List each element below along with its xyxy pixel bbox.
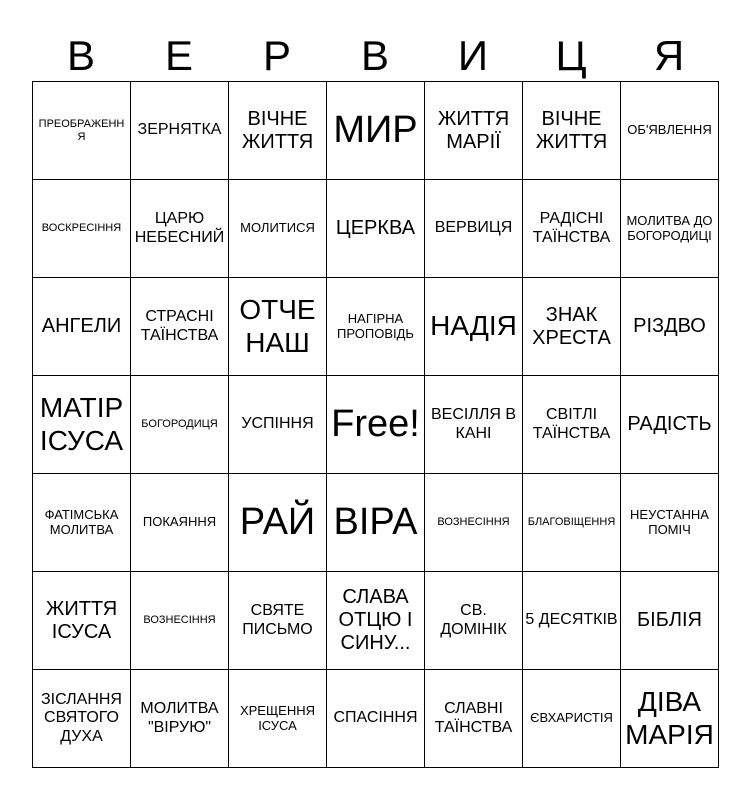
bingo-header bbox=[32, 30, 720, 82]
header-letter: В bbox=[360, 32, 389, 79]
bingo-cell[interactable]: СПАСІННЯ bbox=[327, 670, 425, 768]
bingo-cell[interactable]: ВОЗНЕСІННЯ bbox=[425, 474, 523, 572]
bingo-cell[interactable]: ПРЕОБРАЖЕННЯ bbox=[33, 82, 131, 180]
bingo-cell[interactable]: СВІТЛІ ТАЇНСТВА bbox=[523, 376, 621, 474]
bingo-cell[interactable]: РІЗДВО bbox=[621, 278, 719, 376]
bingo-cell[interactable]: МОЛИТВА ДО БОГОРОДИЦІ bbox=[621, 180, 719, 278]
bingo-cell[interactable]: ХРЕЩЕННЯ ІСУСА bbox=[229, 670, 327, 768]
bingo-cell[interactable]: РАДІСТЬ bbox=[621, 376, 719, 474]
bingo-grid bbox=[32, 81, 719, 768]
bingo-cell[interactable]: 5 ДЕСЯТКІВ bbox=[523, 572, 621, 670]
bingo-cell[interactable]: БЛАГОВІЩЕННЯ bbox=[523, 474, 621, 572]
bingo-cell[interactable]: ВІЧНЕ ЖИТТЯ bbox=[523, 82, 621, 180]
bingo-cell[interactable]: ЄВХАРИСТІЯ bbox=[523, 670, 621, 768]
header-letter: Я bbox=[653, 32, 685, 79]
header-letter: Е bbox=[164, 32, 193, 79]
bingo-cell[interactable]: БІБЛІЯ bbox=[621, 572, 719, 670]
bingo-cell[interactable]: МИР bbox=[327, 82, 425, 180]
bingo-cell[interactable]: АНГЕЛИ bbox=[33, 278, 131, 376]
bingo-cell[interactable]: ВЕРВИЦЯ bbox=[425, 180, 523, 278]
bingo-cell[interactable]: ЖИТТЯ МАРІЇ bbox=[425, 82, 523, 180]
bingo-cell[interactable]: ВЕСІЛЛЯ В КАНІ bbox=[425, 376, 523, 474]
bingo-cell[interactable]: СВЯТЕ ПИСЬМО bbox=[229, 572, 327, 670]
bingo-cell[interactable]: ВІРА bbox=[327, 474, 425, 572]
bingo-cell[interactable]: СЛАВНІ ТАЇНСТВА bbox=[425, 670, 523, 768]
bingo-cell[interactable]: ЖИТТЯ ІСУСА bbox=[33, 572, 131, 670]
bingo-cell[interactable]: ОТЧЕ НАШ bbox=[229, 278, 327, 376]
bingo-cell[interactable]: РАДІСНІ ТАЇНСТВА bbox=[523, 180, 621, 278]
free-space[interactable]: Free! bbox=[327, 376, 425, 474]
bingo-cell[interactable]: ВІЧНЕ ЖИТТЯ bbox=[229, 82, 327, 180]
header-letter: И bbox=[457, 32, 489, 79]
bingo-cell[interactable]: ЦАРЮ НЕБЕСНИЙ bbox=[131, 180, 229, 278]
header-letter: В bbox=[66, 32, 95, 79]
bingo-cell[interactable]: ОБ'ЯВЛЕННЯ bbox=[621, 82, 719, 180]
bingo-cell[interactable]: МАТІР ІСУСА bbox=[33, 376, 131, 474]
bingo-cell[interactable]: МОЛИТИСЯ bbox=[229, 180, 327, 278]
bingo-cell[interactable]: ЦЕРКВА bbox=[327, 180, 425, 278]
bingo-cell[interactable]: НЕУСТАННА ПОМІЧ bbox=[621, 474, 719, 572]
header-letter: Р bbox=[262, 32, 291, 79]
bingo-cell[interactable]: ПОКАЯННЯ bbox=[131, 474, 229, 572]
bingo-cell[interactable]: МОЛИТВА "ВІРУЮ" bbox=[131, 670, 229, 768]
bingo-cell[interactable]: ВОЗНЕСІННЯ bbox=[131, 572, 229, 670]
bingo-cell[interactable]: СТРАСНІ ТАЇНСТВА bbox=[131, 278, 229, 376]
bingo-cell[interactable]: ЗІСЛАННЯ СВЯТОГО ДУХА bbox=[33, 670, 131, 768]
bingo-cell[interactable]: НАДІЯ bbox=[425, 278, 523, 376]
header-letter: Ц bbox=[555, 32, 587, 79]
bingo-cell[interactable]: БОГОРОДИЦЯ bbox=[131, 376, 229, 474]
bingo-cell[interactable]: СВ. ДОМІНІК bbox=[425, 572, 523, 670]
bingo-cell[interactable]: ЗЕРНЯТКА bbox=[131, 82, 229, 180]
bingo-cell[interactable]: УСПІННЯ bbox=[229, 376, 327, 474]
bingo-cell[interactable]: ЗНАК ХРЕСТА bbox=[523, 278, 621, 376]
bingo-cell[interactable]: РАЙ bbox=[229, 474, 327, 572]
bingo-cell[interactable]: НАГІРНА ПРОПОВІДЬ bbox=[327, 278, 425, 376]
bingo-cell[interactable]: ФАТІМСЬКА МОЛИТВА bbox=[33, 474, 131, 572]
bingo-cell[interactable]: СЛАВА ОТЦЮ І СИНУ... bbox=[327, 572, 425, 670]
bingo-cell[interactable]: ВОСКРЕСІННЯ bbox=[33, 180, 131, 278]
bingo-cell[interactable]: ДІВА МАРІЯ bbox=[621, 670, 719, 768]
